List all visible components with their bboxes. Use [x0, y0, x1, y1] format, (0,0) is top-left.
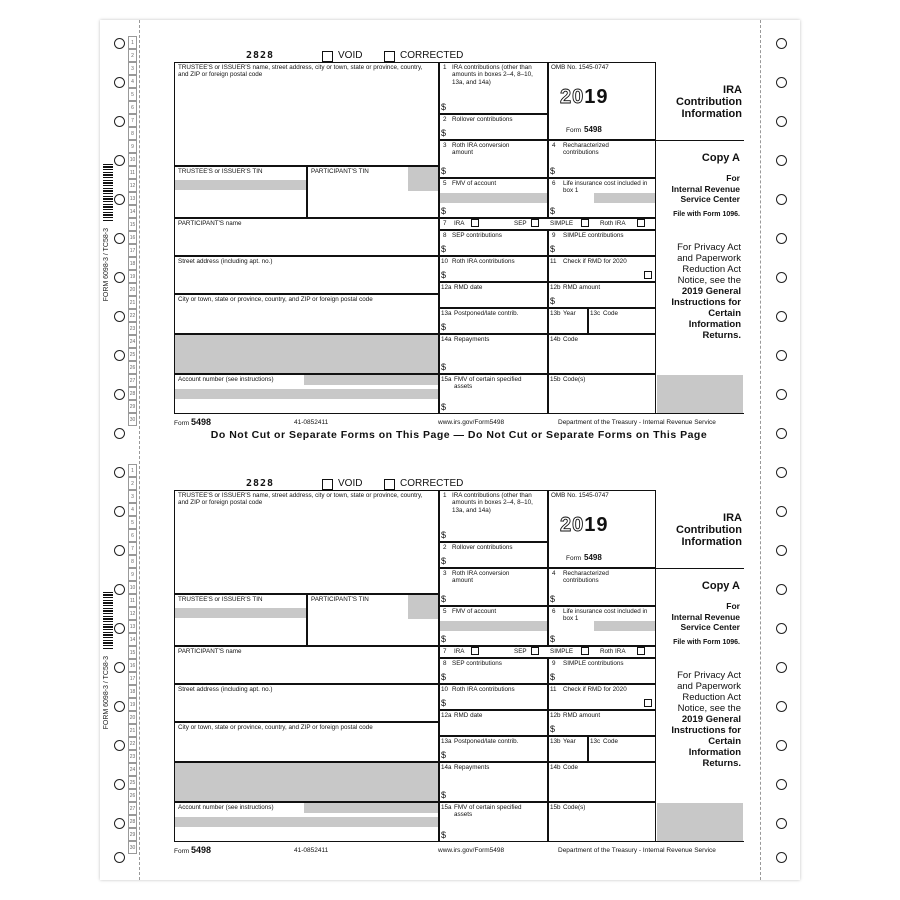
box7-sep-checkbox[interactable] — [531, 647, 539, 655]
participant-tin-label: PARTICIPANT'S TIN — [311, 596, 369, 603]
box14b-label: Code — [563, 336, 579, 343]
line-number: 9 — [128, 568, 137, 581]
footer-department: Department of the Treasury - Internal Revenue Service — [558, 847, 716, 854]
participant-name-label: PARTICIPANT'S name — [178, 648, 242, 655]
trustee-tin-label: TRUSTEE'S or ISSUER'S TIN — [178, 596, 263, 603]
feed-hole — [776, 852, 787, 863]
footer-cat-number: 41-0852411 — [294, 419, 329, 426]
void-label: VOID — [338, 478, 363, 489]
line-number: 21 — [128, 724, 137, 737]
box15a-number: 15a — [441, 376, 452, 383]
box4-number: 4 — [552, 142, 556, 149]
feed-hole — [776, 38, 787, 49]
box5-dollar: $ — [441, 206, 447, 216]
file-with-label: File with Form 1096. — [673, 211, 740, 218]
barcode — [103, 164, 113, 222]
feed-hole — [776, 701, 787, 712]
trustee-tin-label: TRUSTEE'S or ISSUER'S TIN — [178, 168, 263, 175]
box13a-number: 13a — [441, 738, 452, 745]
line-number: 26 — [128, 361, 137, 374]
feed-hole — [776, 350, 787, 361]
box5-label: FMV of account — [452, 608, 497, 615]
box12a-label: RMD date — [454, 284, 483, 291]
for-label: For — [726, 601, 740, 611]
corrected-checkbox[interactable] — [384, 51, 395, 62]
feed-hole — [776, 155, 787, 166]
line-number: 4 — [128, 75, 137, 88]
box7-number: 7 — [443, 220, 447, 227]
line-number: 9 — [128, 140, 137, 153]
box11-label: Check if RMD for 2020 — [563, 686, 627, 693]
line-number: 13 — [128, 620, 137, 633]
line-number: 8 — [128, 555, 137, 568]
box15a-dollar: $ — [441, 830, 447, 840]
omb-form-number: 5498 — [584, 125, 602, 134]
line-number: 6 — [128, 529, 137, 542]
side-form-label: FORM 6098-3 / TC58-3 — [103, 656, 110, 730]
do-not-cut-notice: Do Not Cut or Separate Forms on This Page — Do Not Cut or Separate Forms on This Page — [210, 429, 708, 441]
omb-form-label: Form — [566, 127, 582, 134]
box6-number: 6 — [552, 608, 556, 615]
box1-label: IRA contributions (other than amounts in boxes 2–4, 8–10, 13a, and 14a) — [452, 64, 533, 86]
line-number: 16 — [128, 231, 137, 244]
box9-number: 9 — [552, 660, 556, 667]
box5-dollar: $ — [441, 634, 447, 644]
box13c-label: Code — [603, 310, 619, 317]
box3-label: Roth IRA conversion amount — [452, 142, 510, 157]
feed-hole — [776, 389, 787, 400]
box13c-number: 13c — [590, 310, 601, 317]
box14a-label: Repayments — [454, 336, 490, 343]
omb-number: OMB No. 1545-0747 — [551, 64, 609, 71]
box10-label: Roth IRA contributions — [452, 258, 515, 265]
participant-name-label: PARTICIPANT'S name — [178, 220, 242, 227]
box7-sep-label: SEP — [514, 220, 527, 227]
box1-dollar: $ — [441, 530, 447, 540]
box1-label: IRA contributions (other than amounts in boxes 2–4, 8–10, 13a, and 14a) — [452, 492, 533, 514]
line-number: 20 — [128, 283, 137, 296]
line-number: 14 — [128, 205, 137, 218]
line-number: 25 — [128, 776, 137, 789]
box1-number: 1 — [443, 492, 447, 499]
box10-number: 10 — [441, 686, 449, 693]
box9-label: SIMPLE contributions — [563, 660, 624, 667]
line-number: 15 — [128, 218, 137, 231]
box13a-dollar: $ — [441, 322, 447, 332]
line-number: 8 — [128, 127, 137, 140]
box7-sep-checkbox[interactable] — [531, 219, 539, 227]
box6-dollar: $ — [550, 206, 556, 216]
feed-hole — [114, 272, 125, 283]
feed-hole — [776, 584, 787, 595]
feed-hole — [114, 350, 125, 361]
feed-hole — [776, 467, 787, 478]
line-number: 16 — [128, 659, 137, 672]
box14b-number: 14b — [550, 764, 561, 771]
box13c-label: Code — [603, 738, 619, 745]
box11-rmd-checkbox[interactable] — [644, 699, 652, 707]
omb-number: OMB No. 1545-0747 — [551, 492, 609, 499]
feed-hole — [114, 779, 125, 790]
feed-hole — [114, 194, 125, 205]
box4-label: Recharacterized contributions — [563, 142, 609, 157]
line-number: 10 — [128, 581, 137, 594]
line-number: 21 — [128, 296, 137, 309]
line-number: 30 — [128, 841, 137, 854]
feed-hole — [776, 662, 787, 673]
line-number: 1 — [128, 464, 137, 477]
box1-dollar: $ — [441, 102, 447, 112]
box3-dollar: $ — [441, 166, 447, 176]
feed-hole — [776, 818, 787, 829]
box12b-number: 12b — [550, 284, 561, 291]
feed-hole — [776, 428, 787, 439]
box6-dollar: $ — [550, 634, 556, 644]
void-label: VOID — [338, 50, 363, 61]
box7-simple-label: SIMPLE — [550, 220, 574, 227]
form-5498-copy-2 — [174, 478, 744, 868]
box15b-label: Code(s) — [563, 804, 586, 811]
line-number: 3 — [128, 62, 137, 75]
line-number: 12 — [128, 179, 137, 192]
form-top-code: 2828 — [246, 478, 275, 489]
feed-hole — [776, 77, 787, 88]
line-number: 22 — [128, 309, 137, 322]
city-label: City or town, state or province, country, and ZIP or foreign postal code — [178, 724, 373, 731]
privacy-instructions: 2019 General Instructions for Certain Information Returns. — [671, 286, 741, 341]
box5-number: 5 — [443, 180, 447, 187]
line-number: 5 — [128, 516, 137, 529]
copy-label: Copy A — [701, 152, 740, 164]
line-number: 28 — [128, 815, 137, 828]
box7-ira-label: IRA — [454, 648, 465, 655]
feed-hole — [114, 428, 125, 439]
box9-dollar: $ — [550, 672, 556, 682]
line-number: 27 — [128, 802, 137, 815]
footer-url: www.irs.gov/Form5498 — [438, 847, 505, 854]
box3-number: 3 — [443, 570, 447, 577]
footer-cat-number: 41-0852411 — [294, 847, 329, 854]
line-number: 12 — [128, 607, 137, 620]
box7-roth-checkbox[interactable] — [637, 219, 645, 227]
account-number-label: Account number (see instructions) — [178, 376, 274, 383]
box2-number: 2 — [443, 116, 447, 123]
line-number: 10 — [128, 153, 137, 166]
box5-label: FMV of account — [452, 180, 497, 187]
line-number: 4 — [128, 503, 137, 516]
box6-number: 6 — [552, 180, 556, 187]
corrected-label: CORRECTED — [400, 478, 464, 489]
box7-roth-checkbox[interactable] — [637, 647, 645, 655]
line-number: 14 — [128, 633, 137, 646]
box7-number: 7 — [443, 648, 447, 655]
box14a-dollar: $ — [441, 790, 447, 800]
box9-label: SIMPLE contributions — [563, 232, 624, 239]
box10-label: Roth IRA contributions — [452, 686, 515, 693]
line-number: 6 — [128, 101, 137, 114]
box7-simple-checkbox[interactable] — [581, 219, 589, 227]
box7-simple-label: SIMPLE — [550, 648, 574, 655]
box15b-label: Code(s) — [563, 376, 586, 383]
line-number: 7 — [128, 542, 137, 555]
line-number: 23 — [128, 750, 137, 763]
line-number: 17 — [128, 244, 137, 257]
line-number: 30 — [128, 413, 137, 426]
line-number: 18 — [128, 257, 137, 270]
form-top-code: 2828 — [246, 50, 275, 61]
box15a-dollar: $ — [441, 402, 447, 412]
box12a-label: RMD date — [454, 712, 483, 719]
line-number: 18 — [128, 685, 137, 698]
box6-label: Life insurance cost included in box 1 — [563, 608, 648, 623]
for-label: For — [726, 173, 740, 183]
footer-form: Form 5498 — [174, 417, 212, 427]
line-number: 7 — [128, 114, 137, 127]
box15a-number: 15a — [441, 804, 452, 811]
feed-hole — [776, 545, 787, 556]
file-with-label: File with Form 1096. — [673, 639, 740, 646]
box13c-number: 13c — [590, 738, 601, 745]
box14a-dollar: $ — [441, 362, 447, 372]
omb-form-number: 5498 — [584, 553, 602, 562]
void-checkbox[interactable] — [322, 51, 333, 62]
line-number: 28 — [128, 387, 137, 400]
tax-year: 2019 — [560, 514, 609, 536]
box4-number: 4 — [552, 570, 556, 577]
box13b-number: 13b — [550, 310, 561, 317]
box7-simple-checkbox[interactable] — [581, 647, 589, 655]
feed-hole — [114, 852, 125, 863]
line-number: 11 — [128, 594, 137, 607]
account-number-label: Account number (see instructions) — [178, 804, 274, 811]
void-checkbox[interactable] — [322, 479, 333, 490]
line-number: 15 — [128, 646, 137, 659]
box15a-label: FMV of certain specified assets — [454, 804, 522, 819]
line-number: 19 — [128, 270, 137, 283]
footer-url: www.irs.gov/Form5498 — [438, 419, 505, 426]
box12a-number: 12a — [441, 284, 452, 291]
box10-dollar: $ — [441, 698, 447, 708]
box7-ira-checkbox[interactable] — [471, 647, 479, 655]
street-address-label: Street address (including apt. no.) — [178, 686, 273, 693]
box13b-label: Year — [563, 310, 576, 317]
footer-department: Department of the Treasury - Internal Revenue Service — [558, 419, 716, 426]
box12b-label: RMD amount — [563, 712, 601, 719]
line-number: 17 — [128, 672, 137, 685]
box10-dollar: $ — [441, 270, 447, 280]
box2-label: Rollover contributions — [452, 544, 513, 551]
line-number: 11 — [128, 166, 137, 179]
box12b-dollar: $ — [550, 296, 556, 306]
feed-hole — [114, 467, 125, 478]
box11-number: 11 — [550, 258, 557, 265]
line-number: 26 — [128, 789, 137, 802]
box13b-number: 13b — [550, 738, 561, 745]
box8-label: SEP contributions — [452, 232, 502, 239]
box2-number: 2 — [443, 544, 447, 551]
privacy-notice: For Privacy Act and Paperwork Reduction Act Notice, see the — [677, 242, 741, 286]
feed-hole — [776, 779, 787, 790]
privacy-instructions: 2019 General Instructions for Certain Information Returns. — [671, 714, 741, 769]
box12a-number: 12a — [441, 712, 452, 719]
box15b-number: 15b — [550, 804, 561, 811]
barcode — [103, 592, 113, 650]
form-title: IRA Contribution Information — [676, 512, 742, 548]
box13a-number: 13a — [441, 310, 452, 317]
box1-number: 1 — [443, 64, 447, 71]
feed-hole — [776, 311, 787, 322]
box3-number: 3 — [443, 142, 447, 149]
feed-hole — [114, 38, 125, 49]
line-number: 29 — [128, 828, 137, 841]
box12b-dollar: $ — [550, 724, 556, 734]
feed-hole — [114, 233, 125, 244]
feed-hole — [776, 272, 787, 283]
feed-hole — [114, 545, 125, 556]
line-number: 29 — [128, 400, 137, 413]
box13a-label: Postponed/late contrib. — [454, 738, 519, 745]
box12b-number: 12b — [550, 712, 561, 719]
box14a-number: 14a — [441, 764, 452, 771]
footer-form: Form 5498 — [174, 845, 212, 855]
line-number: 5 — [128, 88, 137, 101]
feed-hole — [776, 506, 787, 517]
box13b-label: Year — [563, 738, 576, 745]
box9-dollar: $ — [550, 244, 556, 254]
feed-hole — [114, 116, 125, 127]
box7-ira-checkbox[interactable] — [471, 219, 479, 227]
trustee-label: TRUSTEE'S or ISSUER'S name, street address, city or town, state or province, country, and ZIP or foreign postal code — [178, 492, 423, 507]
feed-hole — [114, 584, 125, 595]
box3-label: Roth IRA conversion amount — [452, 570, 510, 585]
form-title: IRA Contribution Information — [676, 84, 742, 120]
feed-hole — [776, 194, 787, 205]
box4-dollar: $ — [550, 594, 556, 604]
box14a-label: Repayments — [454, 764, 490, 771]
copy-label: Copy A — [701, 580, 740, 592]
line-number: 2 — [128, 477, 137, 490]
corrected-label: CORRECTED — [400, 50, 464, 61]
box8-dollar: $ — [441, 244, 447, 254]
box15a-label: FMV of certain specified assets — [454, 376, 522, 391]
box8-number: 8 — [443, 232, 447, 239]
box7-roth-label: Roth IRA — [600, 220, 626, 227]
line-number: 25 — [128, 348, 137, 361]
privacy-notice: For Privacy Act and Paperwork Reduction Act Notice, see the — [677, 670, 741, 714]
feed-hole — [114, 701, 125, 712]
feed-hole — [114, 818, 125, 829]
box2-dollar: $ — [441, 128, 447, 138]
feed-hole — [114, 389, 125, 400]
box2-label: Rollover contributions — [452, 116, 513, 123]
feed-hole — [114, 623, 125, 634]
box11-rmd-checkbox[interactable] — [644, 271, 652, 279]
box7-roth-label: Roth IRA — [600, 648, 626, 655]
feed-hole — [776, 233, 787, 244]
box7-ira-label: IRA — [454, 220, 465, 227]
box8-label: SEP contributions — [452, 660, 502, 667]
omb-form-label: Form — [566, 555, 582, 562]
irs-center-label: Internal Revenue Service Center — [671, 612, 740, 632]
feed-hole — [114, 311, 125, 322]
box7-sep-label: SEP — [514, 648, 527, 655]
street-address-label: Street address (including apt. no.) — [178, 258, 273, 265]
line-number: 2 — [128, 49, 137, 62]
line-number: 19 — [128, 698, 137, 711]
box11-number: 11 — [550, 686, 557, 693]
trustee-label: TRUSTEE'S or ISSUER'S name, street address, city or town, state or province, country, and ZIP or foreign postal code — [178, 64, 423, 79]
box2-dollar: $ — [441, 556, 447, 566]
box6-label: Life insurance cost included in box 1 — [563, 180, 648, 195]
participant-tin-label: PARTICIPANT'S TIN — [311, 168, 369, 175]
side-form-label: FORM 6098-3 / TC58-3 — [103, 228, 110, 302]
box13a-dollar: $ — [441, 750, 447, 760]
line-number: 1 — [128, 36, 137, 49]
irs-center-label: Internal Revenue Service Center — [671, 184, 740, 204]
box14b-label: Code — [563, 764, 579, 771]
feed-hole — [776, 740, 787, 751]
city-label: City or town, state or province, country, and ZIP or foreign postal code — [178, 296, 373, 303]
form-5498-copy-1 — [174, 50, 744, 440]
box11-label: Check if RMD for 2020 — [563, 258, 627, 265]
line-number: 20 — [128, 711, 137, 724]
tax-year: 2019 — [560, 86, 609, 108]
line-number: 24 — [128, 335, 137, 348]
line-number: 22 — [128, 737, 137, 750]
box4-label: Recharacterized contributions — [563, 570, 609, 585]
box14a-number: 14a — [441, 336, 452, 343]
box13a-label: Postponed/late contrib. — [454, 310, 519, 317]
box14b-number: 14b — [550, 336, 561, 343]
feed-hole — [114, 740, 125, 751]
box5-number: 5 — [443, 608, 447, 615]
box9-number: 9 — [552, 232, 556, 239]
line-number: 23 — [128, 322, 137, 335]
feed-hole — [114, 506, 125, 517]
box3-dollar: $ — [441, 594, 447, 604]
feed-hole — [114, 155, 125, 166]
box10-number: 10 — [441, 258, 449, 265]
feed-hole — [114, 662, 125, 673]
feed-hole — [776, 116, 787, 127]
line-number: 3 — [128, 490, 137, 503]
line-number: 24 — [128, 763, 137, 776]
box15b-number: 15b — [550, 376, 561, 383]
feed-hole — [114, 77, 125, 88]
box8-number: 8 — [443, 660, 447, 667]
corrected-checkbox[interactable] — [384, 479, 395, 490]
right-tractor-feed — [760, 20, 800, 880]
box8-dollar: $ — [441, 672, 447, 682]
box12b-label: RMD amount — [563, 284, 601, 291]
feed-hole — [776, 623, 787, 634]
box4-dollar: $ — [550, 166, 556, 176]
line-number: 27 — [128, 374, 137, 387]
line-number: 13 — [128, 192, 137, 205]
